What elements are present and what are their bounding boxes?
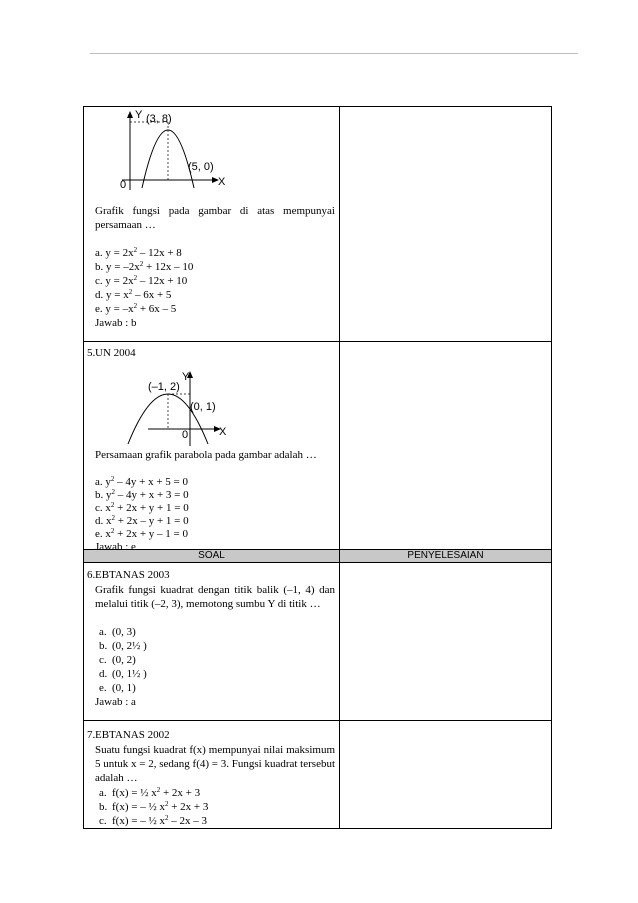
q4-peak-label: (3, 8) [146,113,172,125]
q6-number: 6. [87,569,96,581]
header-rule [90,53,578,54]
q5-answer: Jawab : e [95,541,136,553]
q6-option-e: e. (0, 1) [99,682,136,694]
q6-option-c: c. (0, 2) [99,654,136,666]
q4-y-axis-label: Y [135,109,143,121]
q5-penyelesaian-cell [339,341,552,550]
q5-option-e: e. $x^2 + 2x + y - 1 = 0$ [95,527,189,540]
q7-option-b: b. f(x) = – ½ $x^2 + 2x + 3$ [99,800,209,813]
q4-root-label: (5, 0) [188,161,214,173]
q6-penyelesaian-cell [339,562,552,721]
q4-option-d: d. $y = x^2 - 6x + 5$ [95,288,172,301]
q7-penyelesaian-cell [339,720,552,829]
q5-origin-label: 0 [182,429,189,441]
column-header-soal: SOAL [83,549,340,563]
q6-question: Grafik fungsi kuadrat dengan titik balik (–1, 4) dan melalui titik (–2, 3), memotong sumbu Y di titik … [95,584,335,610]
q5-x-axis-label: X [219,426,227,438]
q7-question: Suatu fungsi kuadrat f(x) mempunyai nilai maksimum 5 untuk x = 2, sedang f(4) = 3. Fungsi kuadrat tersebut adalah … [95,744,336,784]
q6-option-d: d. (0, 1½ ) [99,668,147,680]
q5-intercept-label: (0, 1) [190,401,216,413]
q4-penyelesaian-cell [339,106,552,342]
q6-option-a: a. (0, 3) [99,626,136,638]
q5-parabola-graph [118,366,236,446]
q4-x-axis-label: X [218,176,226,188]
q7-option-a: a. f(x) = ½ $x^2 + 2x + 3$ [99,786,201,799]
q5-source: UN 2004 [95,347,136,359]
column-header-penyelesaian: PENYELESAIAN [339,549,552,563]
q5-option-a: a. $y^2 - 4y + x + 5 = 0$ [95,475,189,488]
q6-option-b: b. (0, 2½ ) [99,640,147,652]
q6-answer: Jawab : a [95,696,136,708]
q4-option-c: c. $y = 2x^2 - 12x + 10$ [95,274,188,287]
q4-origin-label: 0 [120,179,127,191]
q4-answer: Jawab : b [95,317,137,329]
q6-source: EBTANAS 2003 [95,569,170,581]
q7-option-c: c. f(x) = – ½ $x^2 - 2x - 3$ [99,814,207,827]
q4-parabola-graph [108,106,238,198]
q5-number: 5. [87,347,96,359]
q5-option-b: b. $y^2 - 4y + x + 3 = 0$ [95,488,189,501]
q7-number: 7. [87,729,96,741]
q5-option-d: d. $x^2 + 2x - y + 1 = 0$ [95,514,189,527]
q5-question: Persamaan grafik parabola pada gambar adalah … [95,449,317,461]
q4-question: Grafik fungsi pada gambar di atas mempunyai persamaan … [95,205,335,231]
q5-y-axis-label: Y [182,371,190,383]
q4-option-e: e. $y = -x^2 + 6x - 5$ [95,302,177,315]
q5-option-c: c. $x^2 + 2x + y + 1 = 0$ [95,501,189,514]
q4-option-b: b. $y = -2x^2 + 12x - 10$ [95,260,194,273]
q7-source: EBTANAS 2002 [95,729,170,741]
q4-option-a: a. $y = 2x^2 - 12x + 8$ [95,246,182,259]
q5-peak-label: (–1, 2) [148,381,180,393]
